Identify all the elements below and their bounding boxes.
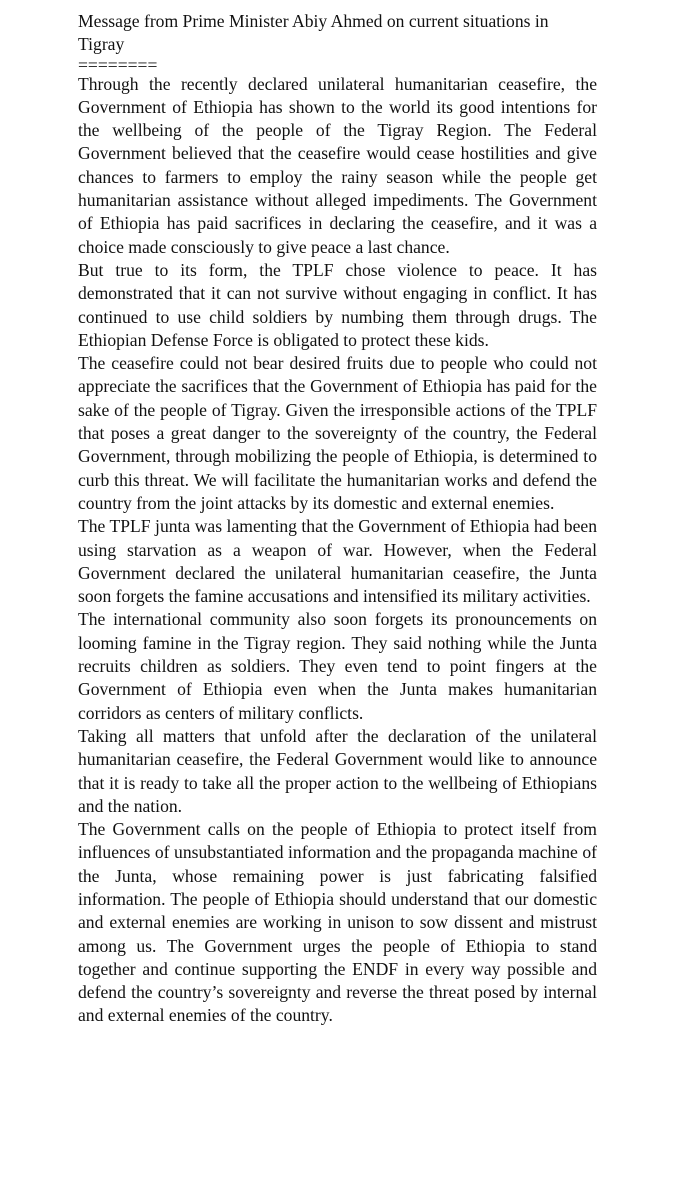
paragraph-4: The TPLF junta was lamenting that the Government of Ethiopia had been using starvation as a weapon of war. However, when the Federal Government declared the unilateral humanitarian ceasefire, the Junta soon forgets the famine accusations and intensified its military activities. [78,516,597,607]
statement-title: Message from Prime Minister Abiy Ahmed on current situations in Tigray [78,11,549,55]
paragraph-7: The Government calls on the people of Ethiopia to protect itself from influences of unsubstantiated information and the propaganda machine of the Junta, whose remaining power is just fabricating falsified information. The people of Ethiopia should understand that our domestic and external enemies are working in unison to sow dissent and mistrust among us. The Government urges the people of Ethiopia to stand together and continue supporting the ENDF in every way possible and defend the country’s sovereignty and reverse the threat posed by internal and external enemies of the country. [78,819,597,1026]
title-separator: ======== [78,54,158,75]
paragraph-3: The ceasefire could not bear desired fruits due to people who could not appreciate the sacrifices that the Government of Ethiopia has paid for the sake of the people of Tigray. Given the irresponsible actions of the TPLF that poses a great danger to the sovereignty of the country, the Federal Government, through mobilizing the people of Ethiopia, is determined to curb this threat. We will facilitate the humanitarian works and defend the country from the joint attacks by its domestic and external enemies. [78,353,597,513]
paragraph-1: Through the recently declared unilateral humanitarian ceasefire, the Government of Ethiopia has shown to the world its good intentions for the wellbeing of the people of the Tigray Region. The Federal Government believed that the ceasefire would cease hostilities and give chances to farmers to employ the rainy season while the people get humanitarian assistance without alleged impediments. The Government of Ethiopia has paid sacrifices in declaring the ceasefire, and it was a choice made consciously to give peace a last chance. [78,73,597,257]
paragraph-5: The international community also soon forgets its pronouncements on looming famine in the Tigray region. They said nothing while the Junta recruits children as soldiers. They even tend to point fingers at the Government of Ethiopia even when the Junta makes humanitarian corridors as centers of military conflicts. [78,609,597,723]
paragraph-6: Taking all matters that unfold after the declaration of the unilateral humanitarian ceasefire, the Federal Government would like to announce that it is ready to take all the proper action to the wellbeing of Ethiopians and the nation. [78,725,597,816]
paragraph-2: But true to its form, the TPLF chose violence to peace. It has demonstrated that it can not survive without engaging in conflict. It has continued to use child soldiers by numbing them through drugs. The Ethiopian Defense Force is obligated to protect these kids. [78,259,597,350]
